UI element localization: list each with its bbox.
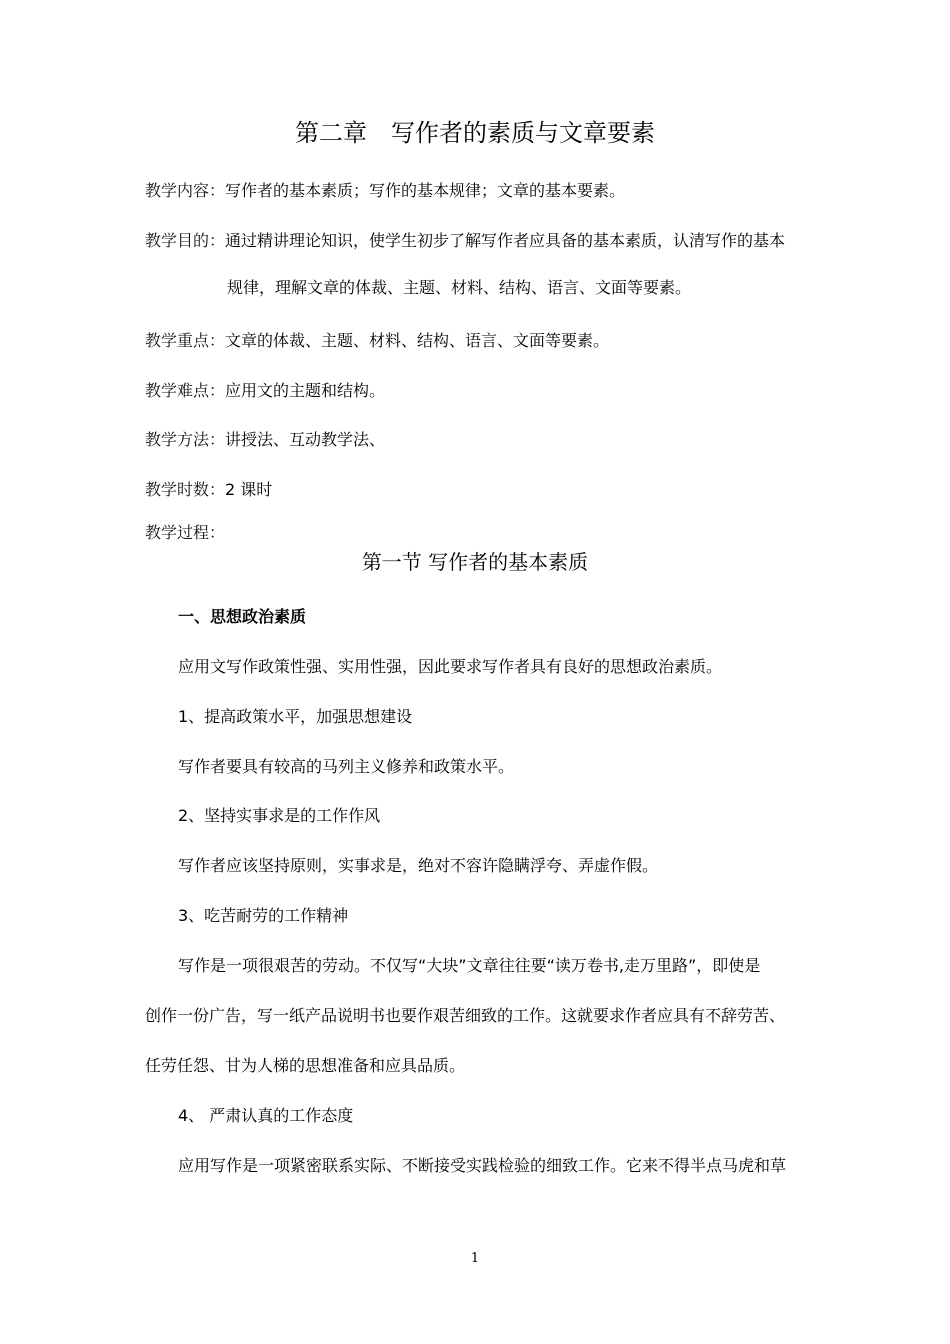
teaching-method-line — [145, 430, 385, 450]
paragraph-4-line-1: 写作是一项很艰苦的劳动。不仅写“大块”文章往往要“读万卷书,走万里路”，即使是 — [178, 956, 761, 975]
teaching-purpose-text-2: 规律，理解文章的体裁、主题、材料、结构、语言、文面等要素。 — [227, 278, 692, 297]
list-item-1: 1、提高政策水平，加强思想建设 — [178, 707, 413, 726]
teaching-difficulty-label: 教学难点： — [145, 381, 226, 400]
paragraph-4-line-2: 创作一份广告，写一纸产品说明书也要作艰苦细致的工作。这就要求作者应具有不辞劳苦、 — [145, 1006, 786, 1025]
paragraph-4-line-3: 任劳任怨、甘为人梯的思想准备和应具品质。 — [145, 1056, 466, 1075]
teaching-method-label: 教学方法： — [145, 430, 226, 449]
teaching-purpose-line — [145, 231, 785, 251]
heading-political-quality: 一、思想政治素质 — [178, 607, 307, 626]
paragraph-5-line-1: 应用写作是一项紧密联系实际、不断接受实践检验的细致工作。它来不得半点马虎和草 — [178, 1156, 787, 1175]
teaching-key-text: 文章的体裁、主题、材料、结构、语言、文面等要素。 — [225, 331, 610, 350]
teaching-hours-label: 教学时数： — [145, 480, 226, 499]
teaching-key-line — [145, 331, 609, 351]
list-item-3: 3、吃苦耐劳的工作精神 — [178, 906, 349, 925]
teaching-method-text: 讲授法、互动教学法、 — [225, 430, 386, 449]
teaching-content-line — [145, 181, 625, 201]
chapter-title: 第二章 写作者的素质与文章要素 — [295, 119, 655, 147]
teaching-purpose-text-1: 通过精讲理论知识，使学生初步了解写作者应具备的基本素质，认清写作的基本 — [225, 231, 786, 250]
teaching-hours-line — [145, 480, 272, 500]
teaching-content-label: 教学内容： — [145, 181, 226, 200]
page-number: 1 — [470, 1251, 480, 1266]
list-item-2: 2、坚持实事求是的工作作风 — [178, 806, 381, 825]
paragraph-2: 写作者要具有较高的马列主义修养和政策水平。 — [178, 757, 515, 776]
teaching-content-text: 写作者的基本素质；写作的基本规律；文章的基本要素。 — [225, 181, 626, 200]
section-title: 第一节 写作者的基本素质 — [361, 550, 589, 574]
teaching-hours-text: 2 课时 — [225, 480, 273, 499]
teaching-purpose-label: 教学目的： — [145, 231, 226, 250]
teaching-key-label: 教学重点： — [145, 331, 226, 350]
list-item-4: 4、 严肃认真的工作态度 — [178, 1106, 354, 1125]
paragraph-3: 写作者应该坚持原则，实事求是，绝对不容许隐瞒浮夸、弄虚作假。 — [178, 856, 659, 875]
paragraph-1: 应用文写作政策性强、实用性强，因此要求写作者具有良好的思想政治素质。 — [178, 657, 723, 676]
teaching-difficulty-line — [145, 381, 385, 401]
teaching-difficulty-text: 应用文的主题和结构。 — [225, 381, 386, 400]
teaching-process-label: 教学过程： — [145, 523, 226, 542]
